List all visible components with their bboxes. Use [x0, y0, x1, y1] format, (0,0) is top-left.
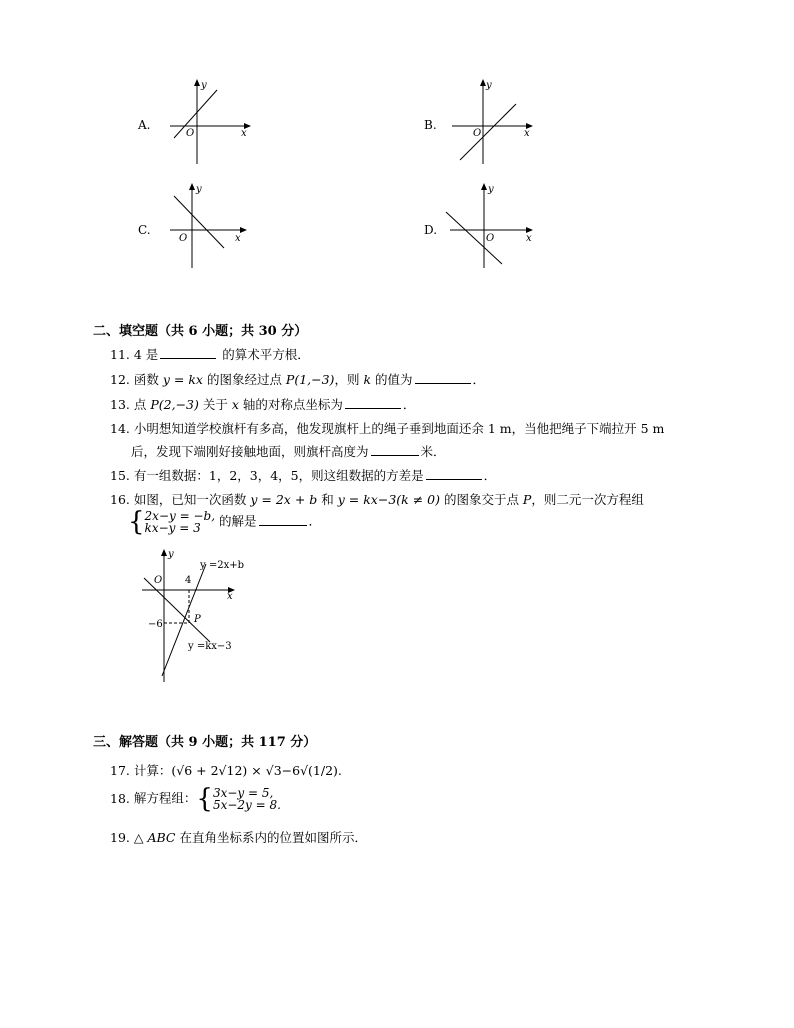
- q12-text-b: 的图象经过点: [202, 372, 286, 387]
- line-2-label: y =kx−3: [188, 641, 232, 652]
- q18-number: 18.: [110, 790, 130, 806]
- q16-line-2-text: 的解是: [215, 513, 257, 529]
- y-label: y: [196, 184, 202, 195]
- q16-eq-1: 2x−y = −b,: [144, 509, 216, 523]
- q12-k: k: [363, 372, 372, 387]
- q19-text: 在直角坐标系内的位置如图所示．: [175, 830, 367, 845]
- q11-text-a: 4 是: [133, 347, 159, 362]
- q13-number: 13.: [110, 397, 130, 412]
- q12-point: P(1,−3): [285, 372, 335, 387]
- origin-label: O: [179, 233, 188, 244]
- q11-text-b: 的算术平方根．: [218, 347, 310, 362]
- x-label: x: [526, 233, 532, 244]
- option-c-graph: [160, 180, 260, 272]
- y-label: y: [168, 549, 174, 560]
- option-c-label: C.: [138, 223, 151, 237]
- question-16: [110, 490, 644, 508]
- question-15: [110, 466, 496, 484]
- section-2-title: 二、填空题（共 6 小题；共 30 分）: [93, 324, 308, 339]
- question-18: [110, 784, 281, 814]
- question-17: [110, 761, 342, 779]
- q15-number: 15.: [110, 468, 130, 483]
- option-d-label: D.: [424, 223, 438, 237]
- origin-label: O: [154, 575, 163, 586]
- brace-icon: {: [128, 507, 145, 537]
- question-19: [110, 828, 367, 846]
- q17-end: .: [337, 763, 342, 778]
- question-14-line-2: [131, 442, 446, 460]
- q14-line-2-b: 米．: [420, 444, 446, 459]
- q16-expr-1: y = 2x + b: [250, 492, 318, 507]
- q12-number: 12.: [110, 372, 130, 387]
- q16-text-c: 的图象交于点: [439, 492, 523, 507]
- q17-expr: (√6 + 2√12) × √3−6√(1/2): [171, 763, 338, 778]
- q16-text-b: 和: [317, 492, 338, 507]
- line-kx-3: [144, 578, 210, 642]
- option-d-graph: [440, 180, 544, 272]
- q14-line-1: 小明想知道学校旗杆有多高，他发现旗杆上的绳子垂到地面还余 1 m，当他把绳子下端拉开 5 m: [133, 421, 665, 436]
- brace-icon: {: [196, 784, 213, 814]
- question-13: [110, 395, 415, 413]
- q18-eq-1: 3x−y = 5,: [212, 786, 274, 800]
- question-11: [110, 345, 310, 363]
- q13-point: P(2,−3): [150, 397, 199, 412]
- q12-expr: y = kx: [162, 372, 203, 387]
- option-a-graph: [160, 76, 260, 168]
- q19-triangle: △ ABC: [133, 830, 176, 845]
- q16-expr-2: y = kx−3(k ≠ 0): [337, 492, 440, 507]
- q16-number: 16.: [110, 492, 130, 507]
- q16-point: P: [522, 492, 532, 507]
- q16-text-d: ，则二元一次方程组: [531, 492, 644, 507]
- question-14: [110, 419, 664, 437]
- q13-answer-blank[interactable]: [345, 397, 401, 409]
- x-label: x: [227, 591, 233, 602]
- question-12: [110, 370, 485, 388]
- function-line: [174, 90, 217, 138]
- option-a-label: A.: [138, 118, 151, 132]
- q18-text: 解方程组：: [133, 790, 197, 806]
- y-label: y: [201, 80, 207, 91]
- q13-end: ．: [402, 397, 416, 412]
- q13-text-b: 关于: [198, 397, 232, 412]
- q15-end: ．: [483, 468, 497, 483]
- q11-answer-blank[interactable]: [160, 347, 216, 359]
- q15-text: 有一组数据：1，2，3，4，5，则这组数据的方差是: [133, 468, 424, 483]
- q19-number: 19.: [110, 830, 130, 845]
- y-label: y: [488, 184, 494, 195]
- four-label: 4: [185, 575, 192, 586]
- q15-answer-blank[interactable]: [426, 468, 482, 480]
- q16-eq-2: kx−y = 3: [144, 521, 201, 535]
- question-16-line-2: [128, 507, 322, 537]
- q13-text-a: 点: [133, 397, 151, 412]
- y-label: y: [486, 80, 492, 91]
- x-label: x: [241, 128, 247, 139]
- q12-text-c: ，则: [334, 372, 364, 387]
- q18-eq-2: 5x−2y = 8.: [212, 798, 281, 812]
- q14-line-2-a: 后，发现下端刚好接触地面，则旗杆高度为: [131, 444, 369, 459]
- q16-figure: [140, 546, 260, 684]
- q13-axis: x: [231, 397, 239, 412]
- q16-end: ．: [308, 513, 322, 529]
- q12-answer-blank[interactable]: [415, 372, 471, 384]
- q13-text-c: 轴的对称点坐标为: [238, 397, 343, 412]
- section-3-title: 三、解答题（共 9 小题；共 117 分）: [93, 735, 317, 750]
- option-b-graph: [448, 76, 548, 168]
- point-p-label: P: [194, 614, 201, 625]
- function-line: [460, 104, 516, 160]
- q12-text-a: 函数: [133, 372, 163, 387]
- origin-label: O: [186, 128, 195, 139]
- neg-six-label: −6: [148, 619, 163, 630]
- q17-text: 计算：: [133, 763, 172, 778]
- option-b-label: B.: [424, 118, 437, 132]
- q11-number: 11.: [110, 347, 130, 362]
- q18-system: [213, 787, 281, 811]
- x-label: x: [524, 128, 530, 139]
- x-label: x: [235, 233, 241, 244]
- q12-end: ．: [472, 372, 486, 387]
- origin-label: O: [486, 233, 495, 244]
- q17-number: 17.: [110, 763, 130, 778]
- q16-system: [145, 510, 215, 534]
- q14-number: 14.: [110, 421, 130, 436]
- q16-text-a: 如图，已知一次函数: [133, 492, 251, 507]
- q12-text-d: 的值为: [371, 372, 413, 387]
- q14-answer-blank[interactable]: [371, 444, 419, 456]
- origin-label: O: [473, 128, 482, 139]
- line-1-label: y =2x+b: [200, 560, 244, 571]
- q16-answer-blank[interactable]: [259, 514, 307, 526]
